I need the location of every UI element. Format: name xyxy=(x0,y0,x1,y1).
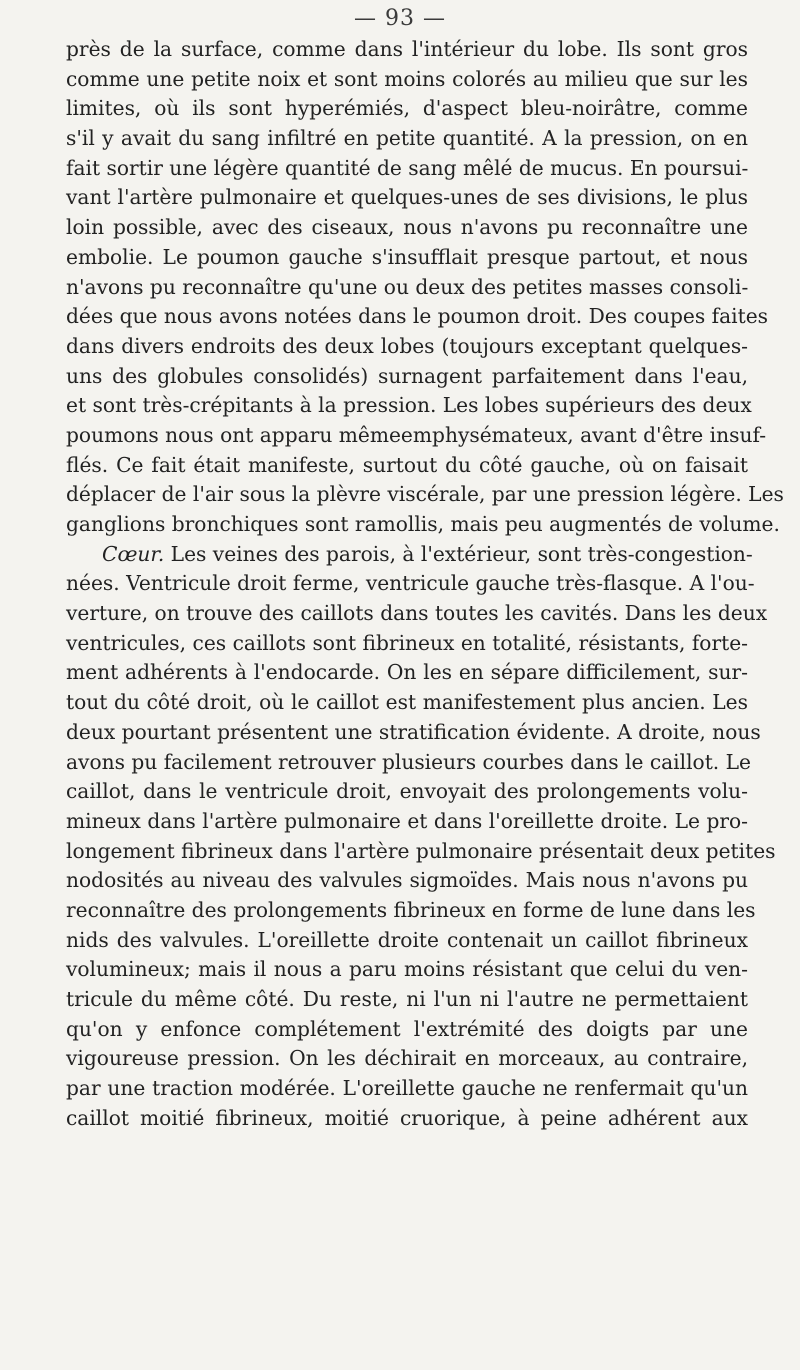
text-line: vigoureuse pression. On les déchirait en morceaux, au contraire, xyxy=(66,1046,748,1071)
text-line: s'il y avait du sang infiltré en petite quantité. A la pression, on en xyxy=(66,126,748,151)
text-line: reconnaître des prolongements fibrineux en forme de lune dans les xyxy=(66,897,756,922)
text-line: nodosités au niveau des valvules sigmoïdes. Mais nous n'avons pu xyxy=(66,868,748,893)
text-line: caillot moitié fibrineux, moitié cruorique, à peine adhérent aux xyxy=(66,1105,748,1130)
text-line: volumineux; mais il nous a paru moins résistant que celui du ven- xyxy=(66,957,748,982)
text-line-first xyxy=(66,540,753,570)
text-line: deux pourtant présentent une stratification évidente. A droite, nous xyxy=(66,719,761,744)
text-line: nids des valvules. L'oreillette droite contenait un caillot fibrineux xyxy=(66,927,748,952)
text-line: dées que nous avons notées dans le poumon droit. Des coupes faites xyxy=(66,304,769,329)
text-line: poumons nous ont apparu mêmeemphysémateux, avant d'être insuf- xyxy=(66,422,767,447)
text-line: caillot, dans le ventricule droit, envoyait des prolongements volu- xyxy=(66,779,748,804)
text-line: n'avons pu reconnaître qu'une ou deux des petites masses consoli- xyxy=(66,274,749,299)
text-line: tout du côté droit, où le caillot est manifestement plus ancien. Les xyxy=(66,690,748,715)
text-line: limites, où ils sont hyperémiés, d'aspect bleu-noirâtre, comme xyxy=(66,96,748,121)
text-line: flés. Ce fait était manifeste, surtout du côté gauche, où on faisait xyxy=(66,452,748,477)
body-text xyxy=(66,35,784,1133)
text-line: ganglions bronchiques sont ramollis, mais peu augmentés de volume. xyxy=(66,512,780,536)
text-line: loin possible, avec des ciseaux, nous n'avons pu reconnaître une xyxy=(66,215,748,240)
text-line: longement fibrineux dans l'artère pulmonaire présentait deux petites xyxy=(66,838,776,863)
section-heading-coeur: Cœur. xyxy=(102,541,165,566)
text-line: comme une petite noix et sont moins colorés au milieu que sur les xyxy=(66,66,748,91)
text-line: par une traction modérée. L'oreillette gauche ne renfermait qu'un xyxy=(66,1076,748,1101)
page-number: — 93 — xyxy=(354,6,446,31)
text-line: uns des globules consolidés) surnagent parfaitement dans l'eau, xyxy=(66,363,748,388)
text-line: avons pu facilement retrouver plusieurs courbes dans le caillot. Le xyxy=(66,749,751,774)
text-line: vant l'artère pulmonaire et quelques-unes de ses divisions, le plus xyxy=(66,185,748,210)
text-line: verture, on trouve des caillots dans toutes les cavités. Dans les deux xyxy=(66,601,768,626)
text-line: et sont très-crépitants à la pression. Les lobes supérieurs des deux xyxy=(66,393,752,418)
text-line: près de la surface, comme dans l'intérieur du lobe. Ils sont gros xyxy=(66,37,748,61)
text-line: tricule du même côté. Du reste, ni l'un ni l'autre ne permettaient xyxy=(66,987,748,1011)
text-line: qu'on y enfonce complétement l'extrémité des doigts par une xyxy=(66,1016,748,1041)
text-line: mineux dans l'artère pulmonaire et dans l'oreillette droite. Le pro- xyxy=(66,808,748,833)
paragraph-heart xyxy=(66,540,776,1134)
text-line: nées. Ventricule droit ferme, ventricule gauche très-flasque. A l'ou- xyxy=(66,571,755,596)
text-line: embolie. Le poumon gauche s'insufflait presque partout, et nous xyxy=(66,244,748,269)
text-line-lead: Les veines des parois, à l'extérieur, sont très-congestion- xyxy=(164,541,753,566)
text-line: ventricules, ces caillots sont fibrineux en totalité, résistants, forte- xyxy=(66,630,748,655)
text-line: fait sortir une légère quantité de sang mêlé de mucus. En poursui- xyxy=(66,155,749,180)
paragraph-lungs xyxy=(66,35,784,540)
text-line: ment adhérents à l'endocarde. On les en sépare difficilement, sur- xyxy=(66,660,748,685)
text-line: dans divers endroits des deux lobes (toujours exceptant quelques- xyxy=(66,333,748,358)
text-line: déplacer de l'air sous la plèvre viscérale, par une pression légère. Les xyxy=(66,482,784,507)
